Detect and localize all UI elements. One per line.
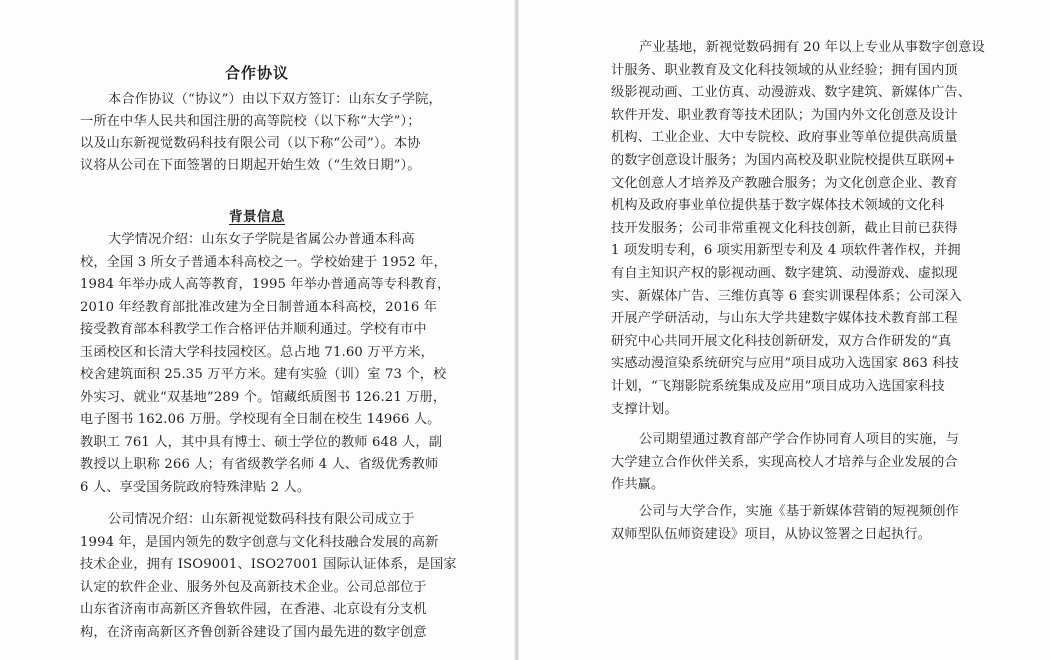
text-line: 双师型队伍师资建设》项目，从协议签署之日起执行。 [611,526,932,542]
text-line: 大学情况介绍：山东女子学院是省属公办普通本科高 [108,232,415,247]
text-line: 支撑计划。 [611,401,678,417]
text-line: 开展产学研活动，与山东大学共建数字媒体技术教育部工程 [611,311,958,327]
text-line: 玉函校区和长清大学科技园校区。总占地 71.60 万平方米， [80,344,434,360]
text-line: 1994 年，是国内领先的数字创意与文化科技融合发展的高新 [80,534,439,550]
text-line: 机构、工业企业、大中专院校、政府事业等单位提供高质量 [611,130,958,146]
right-page [519,0,1050,660]
text-line: 校，全国 3 所女子普通本科高校之一。学校始建于 1952 年， [80,254,447,270]
text-line: 1 项发明专利，6 项实用新型专利及 4 项软件著作权，并拥 [611,243,961,259]
text-line: 研究中心共同开展文化科技创新研发，双方合作研发的“真 [611,333,952,349]
text-line: 文化创意人才培养及产教融合服务；为文化创意企业、教育 [611,175,958,191]
text-line: 1984 年举办成人高等教育，1995 年举办普通高等专科教育， [80,277,451,292]
background-heading: 背景信息 [229,209,285,225]
text-line: 教授以上职称 266 人；有省级教学名师 4 人、省级优秀教师 [80,457,439,472]
text-line: 实、新媒体广告、三维仿真等 6 套实训课程体系；公司深入 [611,288,962,304]
text-line: 议将从公司在下面签署的日期起开始生效（“生效日期”）。 [80,158,421,173]
text-line: 公司期望通过教育部产学合作协同育人项目的实施，与 [639,432,960,447]
text-line: 公司与大学合作，实施《基于新媒体营销的短视频创作 [639,504,960,519]
text-line: 产业基地，新视觉数码拥有 20 年以上专业从事数字创意设 [639,40,985,55]
text-line: 技术企业，拥有 ISO9001、ISO27001 国际认证体系，是国家 [80,557,457,572]
text-line: 以及山东新视觉数码科技有限公司（以下称“公司”）。本协 [80,136,421,151]
text-line: 构，在济南高新区齐鲁创新谷建设了国内最先进的数字创意 [80,624,427,640]
text-line: 计服务、职业教育及文化科技领域的从业经验；拥有国内顶 [611,62,958,78]
text-line: 机构及政府事业单位提供基于数字媒体技术领域的文化科 [611,198,945,214]
text-line: 一所在中华人民共和国注册的高等院校（以下称“大学”）； [80,114,421,129]
text-line: 软件开发、职业教育等技术团队；为国内外文化创意及设计 [611,107,958,123]
text-line: 电子图书 162.06 万册。学校现有全日制在校生 14966 人。 [80,412,441,427]
text-line: 认定的软件企业、服务外包及高新技术企业。公司总部位于 [80,579,427,595]
text-line: 作共赢。 [611,477,665,493]
text-line: 外实习、就业“双基地”289 个。馆藏纸质图书 126.21 万册， [80,389,447,405]
text-line: 校舍建筑面积 25.35 万平方米。建有实验（训）室 73 个，校 [80,367,447,382]
text-line: 技开发服务；公司非常重视文化科技创新，截止目前已获得 [611,220,958,236]
text-line: 6 人、享受国务院政府特殊津贴 2 人。 [80,479,311,495]
text-line: 教职工 761 人，其中具有博士、硕士学位的教师 648 人，副 [80,434,443,450]
text-line: 计划，“飞翔影院系统集成及应用”项目成功入选国家科技 [611,379,945,394]
text-line: 接受教育部本科教学工作合格评估并顺利通过。学校有市中 [80,322,427,337]
text-line: 实感动漫渲染系统研究与应用”项目成功入选国家 863 科技 [611,356,959,372]
text-line: 的数字创意设计服务；为国内高校及职业院校提供互联网+ [611,153,956,168]
left-page [0,0,514,660]
text-line: 级影视动画、工业仿真、动漫游戏、数字建筑、新媒体广告、 [611,85,972,101]
text-line: 2010 年经教育部批准改建为全日制普通本科高校，2016 年 [80,299,438,315]
text-line: 本合作协议（“协议”）由以下双方签订：山东女子学院， [108,92,442,107]
text-line: 公司情况介绍：山东新视觉数码科技有限公司成立于 [108,512,415,527]
document-title: 合作协议 [224,64,289,82]
text-line: 有自主知识产权的影视动画、数字建筑、动漫游戏、虚拟现 [611,266,958,281]
text-line: 大学建立合作伙伴关系，实现高校人才培养与企业发展的合 [611,454,958,470]
text-line: 山东省济南市高新区齐鲁软件园，在香港、北京设有分支机 [80,602,427,617]
